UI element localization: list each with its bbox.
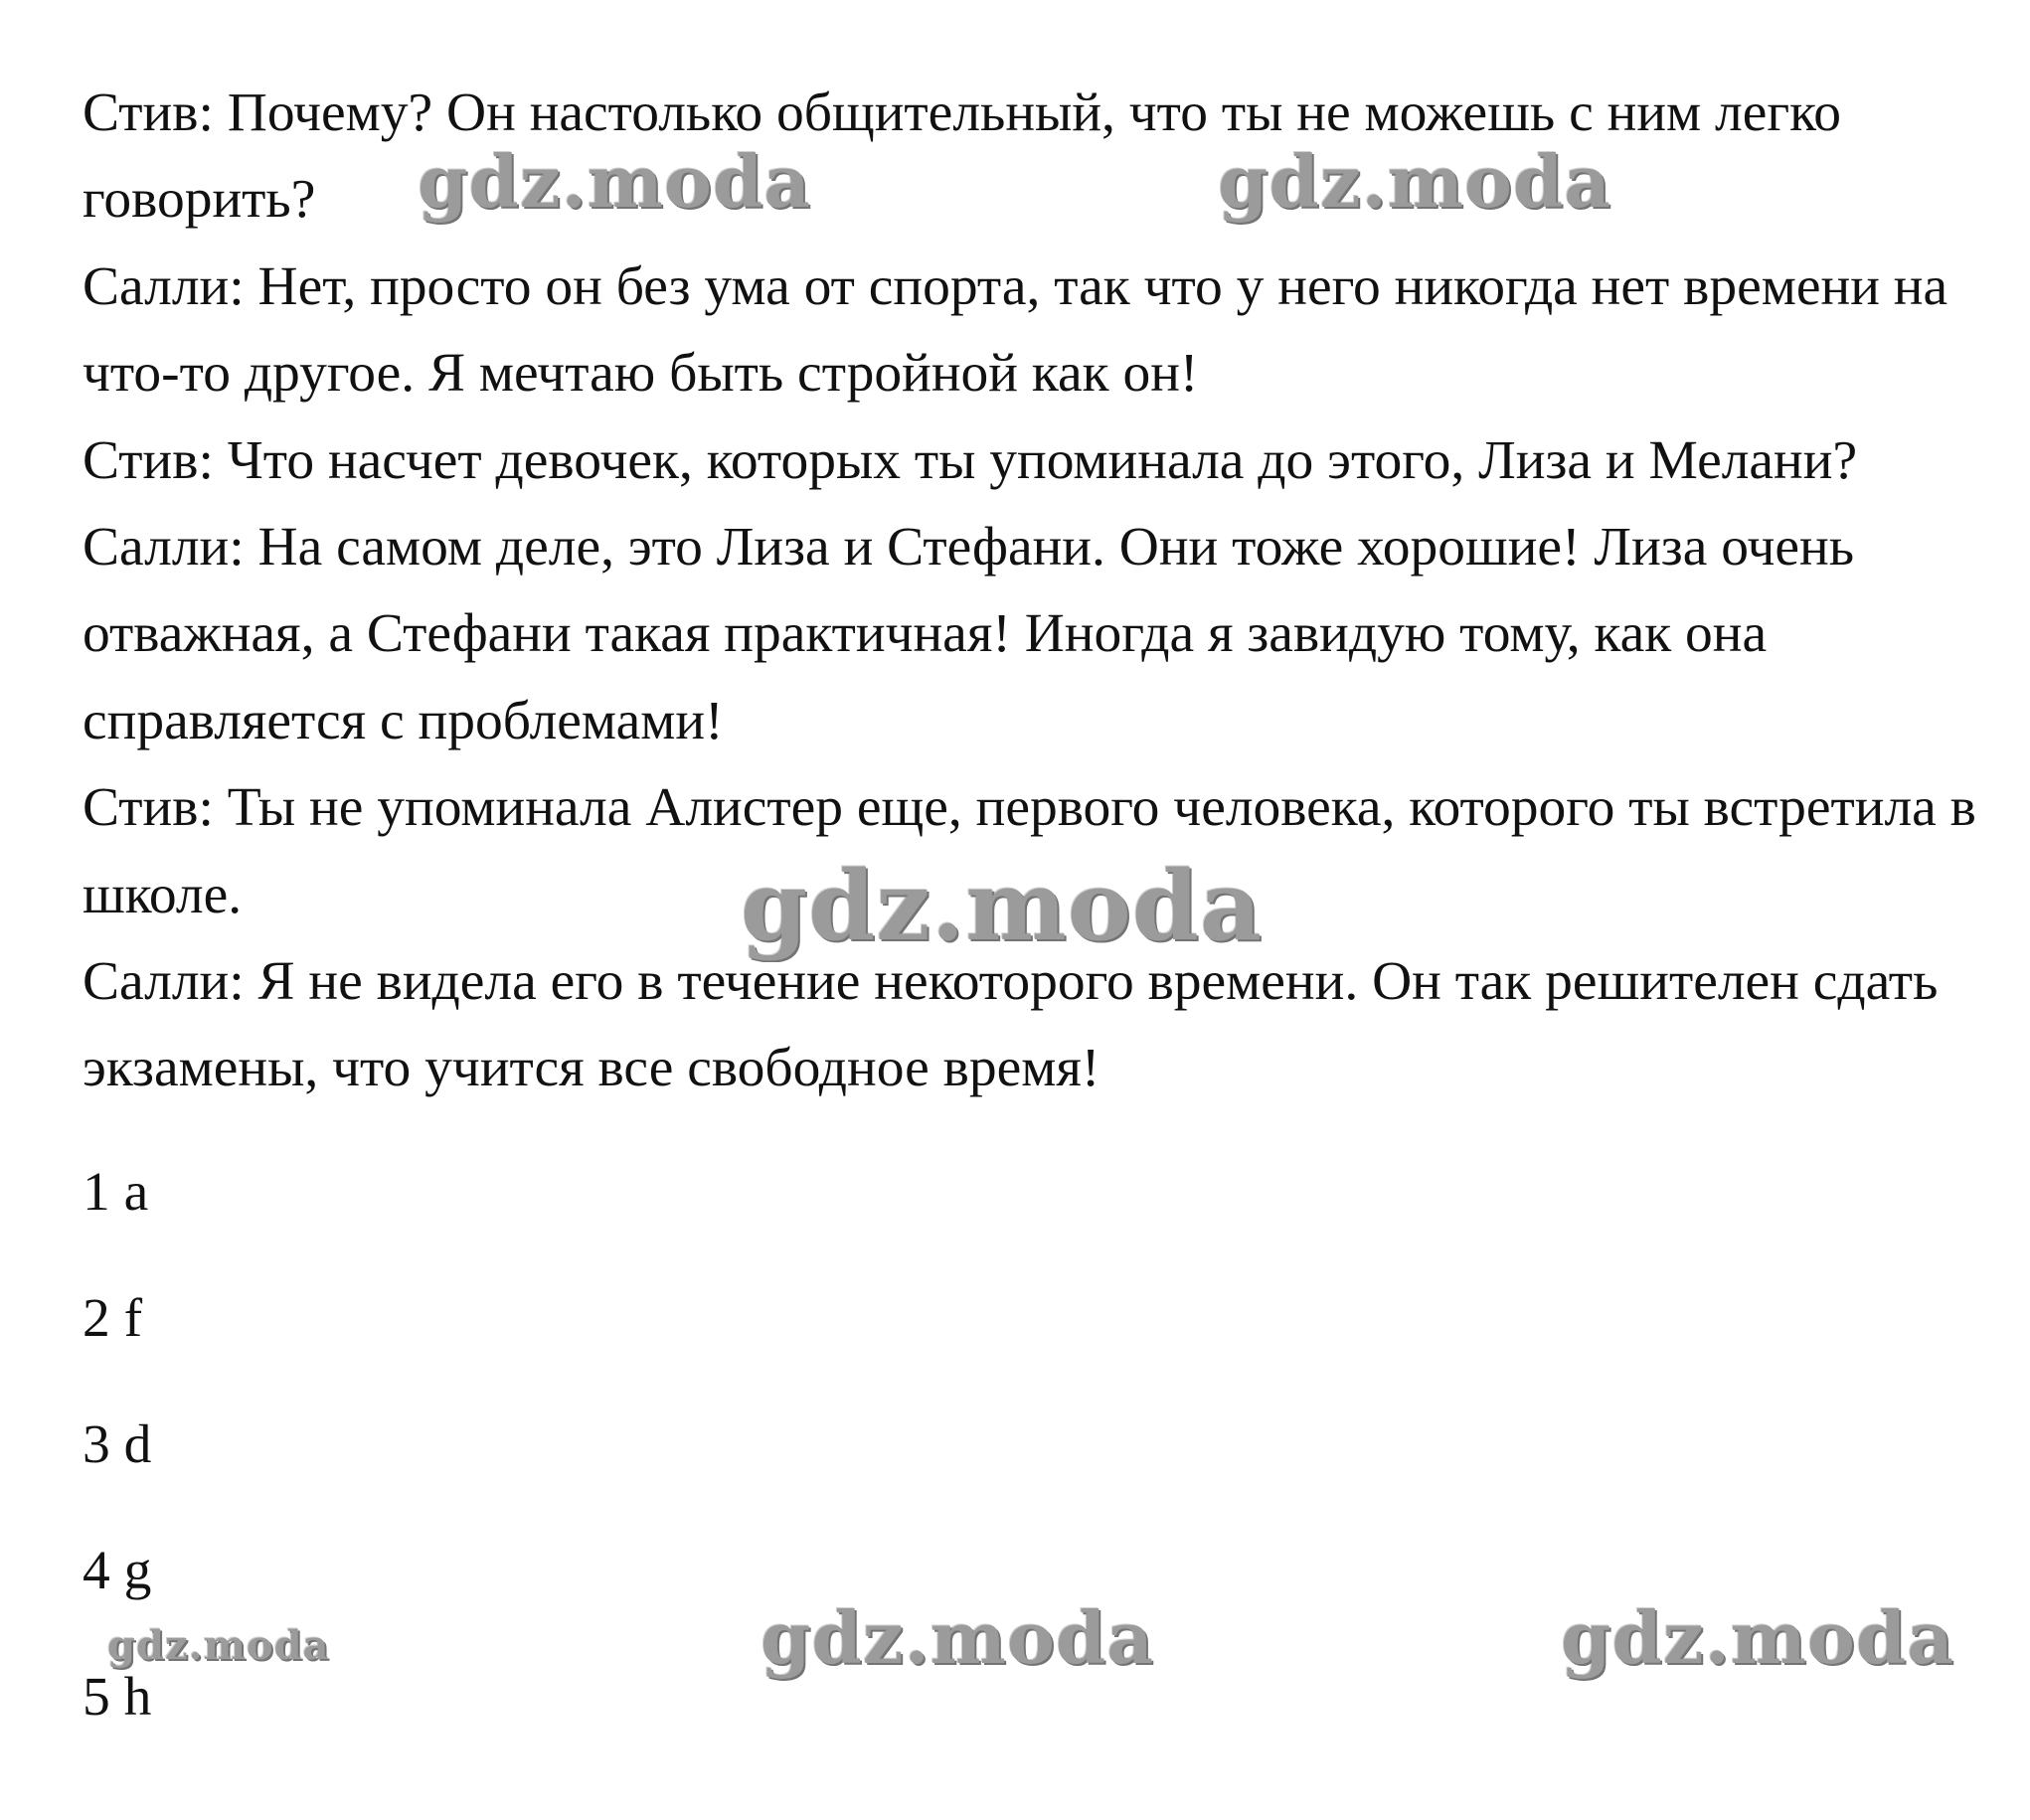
watermark-logo: gdz.moda	[107, 1622, 330, 1669]
answer-list	[83, 1158, 151, 1789]
answer-item-1: 1 a	[83, 1162, 149, 1223]
watermark-logo: gdz.moda	[1218, 139, 1611, 224]
answer-item-4: 4 g	[83, 1541, 152, 1601]
dialogue-line-sally-1: Салли: Нет, просто он без ума от спорта, так что у него никогда нет времени на что-то другое. Я мечтаю быть стройной как он!	[83, 255, 1948, 405]
dialogue-text	[83, 70, 2011, 1112]
dialogue-line-steve-2: Стив: Что насчет девочек, которых ты упоминала до этого, Лиза и Мелани?	[83, 429, 1858, 491]
watermark-logo: gdz.moda	[741, 850, 1264, 962]
answer-item-5: 5 h	[83, 1667, 152, 1728]
answer-item-3: 3 d	[83, 1414, 152, 1475]
dialogue-line-steve-1: Стив: Почему? Он настолько общительный, что ты не можешь с ним легко говорить?	[83, 83, 1842, 231]
dialogue-line-steve-3: Стив: Ты не упоминала Алистер еще, первого человека, которого ты встретила в школе.	[83, 777, 1976, 925]
watermark-logo: gdz.moda	[418, 139, 811, 224]
answer-item-2: 2 f	[83, 1288, 143, 1349]
dialogue-line-sally-2: Салли: На самом деле, это Лиза и Стефани. Они тоже хорошие! Лиза очень отважная, а Стефани такая практичная! Иногда я завидую тому, как она справляется с проблемами!	[83, 517, 1855, 751]
dialogue-line-sally-3: Салли: Я не видела его в течение некоторого времени. Он так решителен сдать экзамены, что учится все свободное время!	[83, 951, 1939, 1099]
watermark-logo: gdz.moda	[761, 1595, 1154, 1680]
watermark-logo: gdz.moda	[1561, 1595, 1954, 1680]
